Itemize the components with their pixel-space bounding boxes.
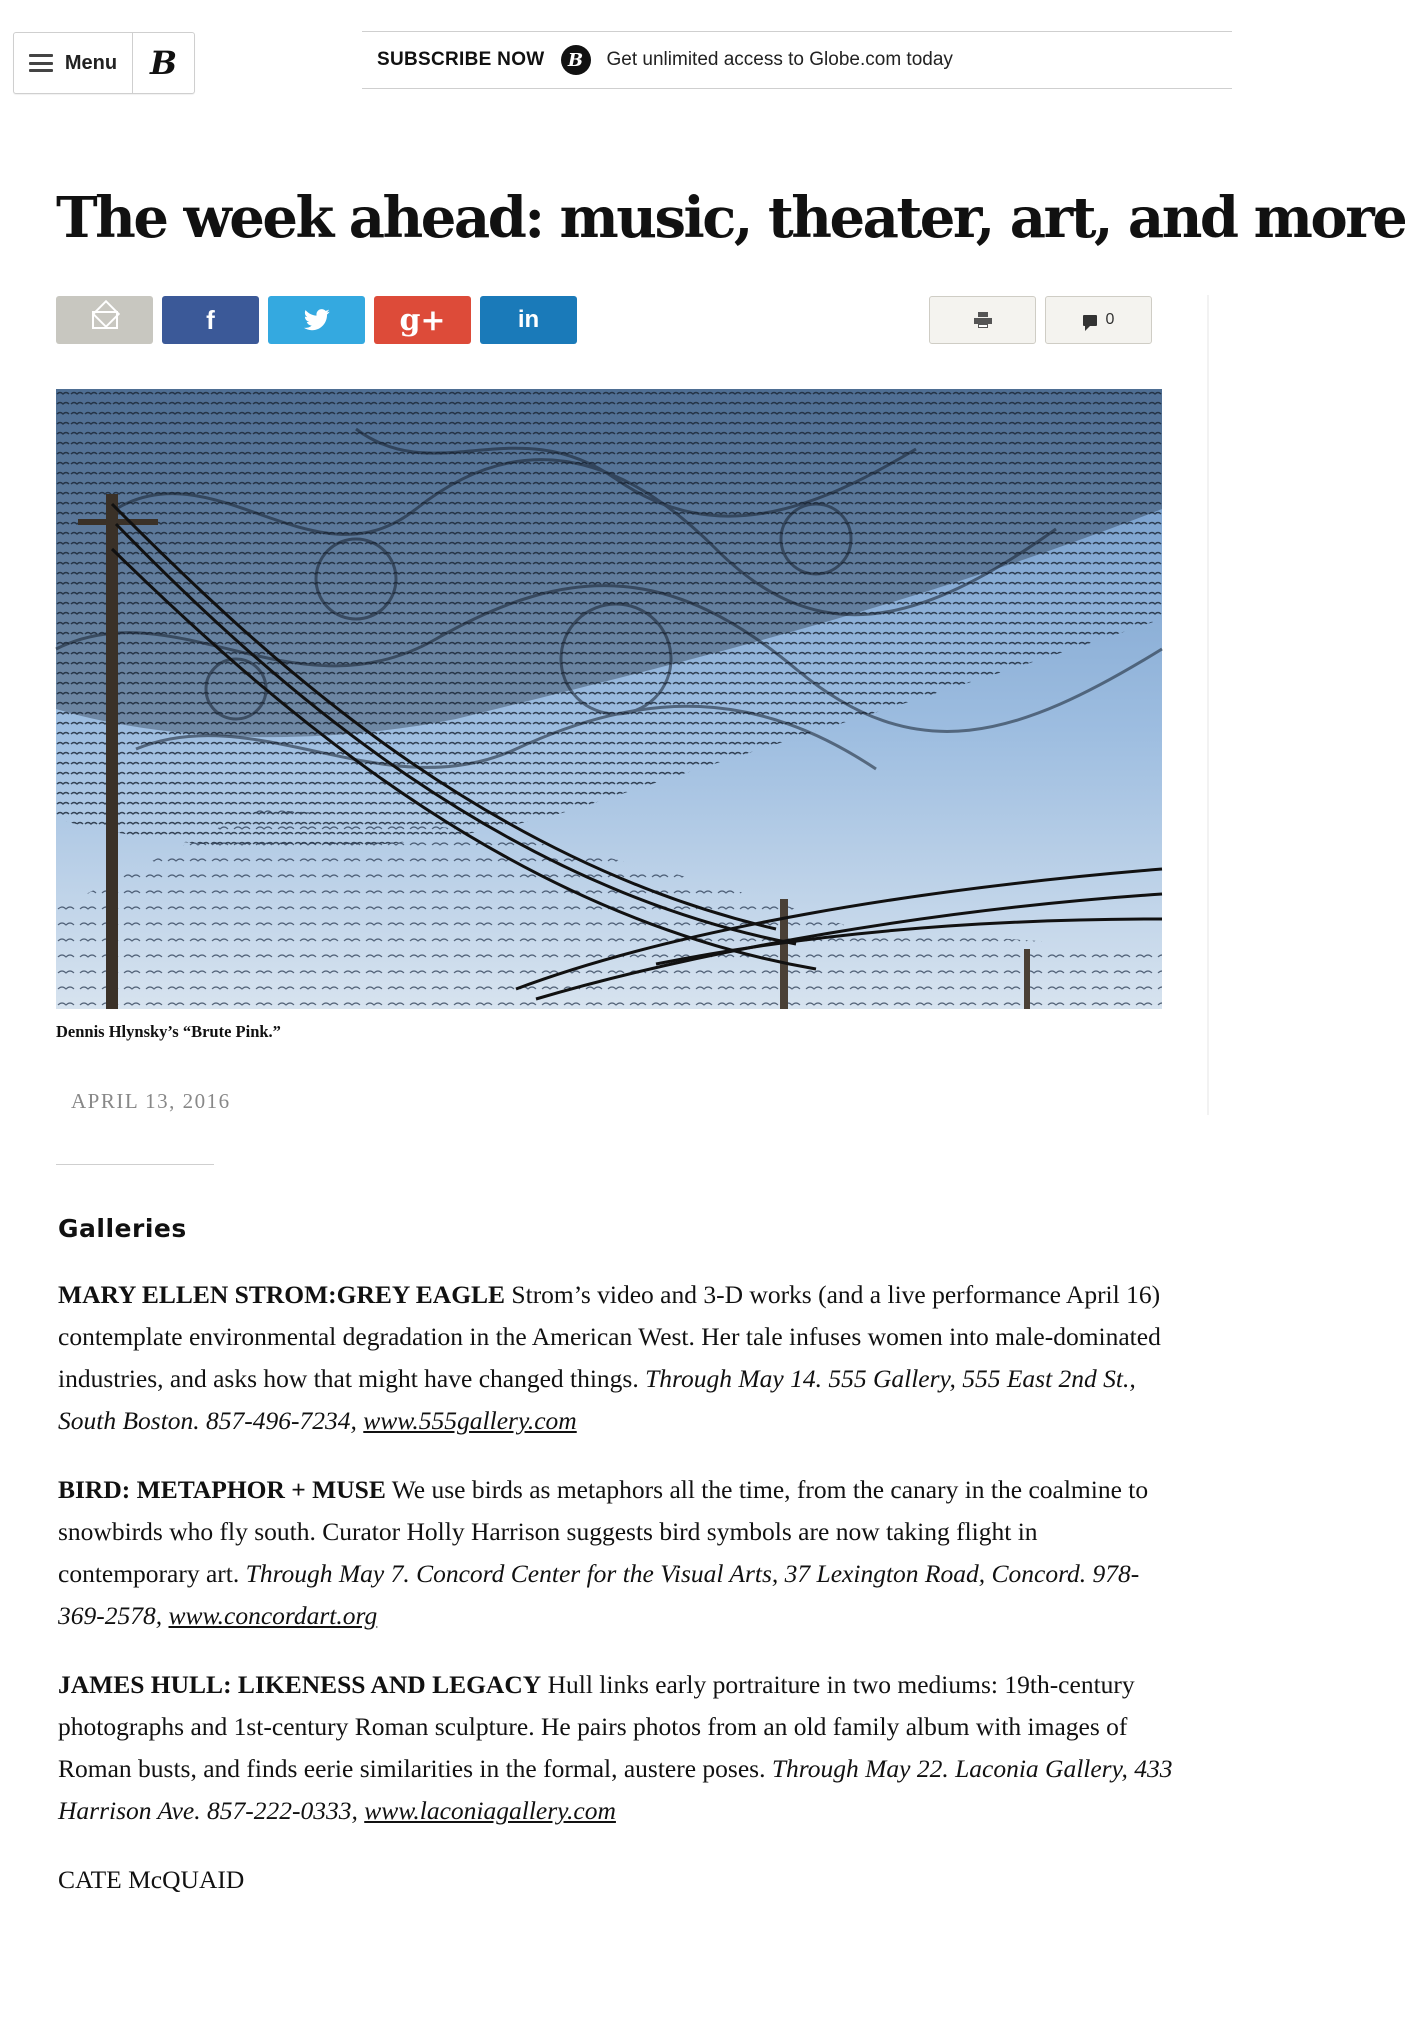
share-linkedin-button[interactable] [480,296,577,344]
menu-button[interactable] [14,33,133,93]
entry-title: MARY ELLEN STROM:GREY EAGLE [58,1280,506,1309]
entry-website-link[interactable]: www.laconiagallery.com [364,1796,616,1825]
gallery-entry [58,1274,1176,1442]
comments-button[interactable] [1045,296,1152,344]
menu-group [13,32,195,94]
author-byline: CATE McQUAID [58,1865,245,1894]
share-email-button[interactable] [56,296,153,344]
print-button[interactable] [929,296,1036,344]
globe-badge-icon: B [561,45,591,75]
linkedin-icon: in [517,306,540,333]
entry-details: Through May 22. Laconia Gallery, 433 Harrison Ave. 857-222-0333, [58,1754,1173,1825]
hamburger-icon [29,54,53,72]
gallery-entry [58,1469,1176,1637]
entry-description: Hull links early portraiture in two mediums: 19th-century photographs and 1st-century Roman sculpture. He pairs photos from an old family album with images of Roman busts, and finds eerie similarities in the formal, austere poses. [58,1670,1135,1783]
entry-description: Strom’s video and 3-D works (and a live performance April 16) contemplate environmental degradation in the American West. Her tale infuses women into male-dominated industries, and asks how that might have changed things. [58,1280,1161,1393]
sidebar-divider [1207,295,1209,1115]
subscribe-offer-link[interactable]: Get unlimited access to Globe.com today [606,49,953,70]
subscribe-now-link[interactable]: SUBSCRIBE NOW [377,49,545,70]
globe-logo-icon: B [149,44,178,82]
entry-website-link[interactable]: www.concordart.org [168,1601,378,1630]
top-bar [0,0,1234,110]
share-facebook-button[interactable] [162,296,259,344]
entry-title: JAMES HULL: LIKENESS AND LEGACY [58,1670,542,1699]
menu-label: Menu [64,51,118,74]
share-twitter-button[interactable] [268,296,365,344]
google-plus-icon: g+ [399,302,446,338]
comment-count: 0 [1105,311,1115,328]
entry-title: BIRD: METAPHOR + MUSE [58,1475,386,1504]
comment-icon [1083,315,1097,326]
article-date: APRIL 13, 2016 [71,1089,231,1113]
print-icon [974,312,992,328]
globe-logo-button[interactable] [133,33,194,93]
article-headline: The week ahead: music, theater, art, and more [56,185,1405,251]
twitter-icon [303,309,331,331]
entry-description: We use birds as metaphors all the time, from the canary in the coalmine to snowbirds who fly south. Curator Holly Harrison suggests bird symbols are now taking flight in contemporary art. [58,1475,1149,1588]
entry-website-link[interactable]: www.555gallery.com [363,1406,577,1435]
share-google-plus-button[interactable] [374,296,471,344]
facebook-icon: f [206,304,215,335]
article-photo[interactable] [56,389,1162,1009]
gallery-entry [58,1664,1176,1832]
entry-details: Through May 14. 555 Gallery, 555 East 2nd St., South Boston. 857-496-7234, [58,1364,1136,1435]
section-divider [56,1164,214,1165]
share-bar [56,296,586,344]
article-body [58,1274,1176,1901]
article-tools [929,296,1152,344]
subscribe-banner [362,31,1232,89]
section-heading: Galleries [58,1214,187,1243]
photo-caption: Dennis Hlynsky’s “Brute Pink.” [56,1022,281,1041]
mail-icon [92,311,118,329]
entry-details: Through May 7. Concord Center for the Visual Arts, 37 Lexington Road, Concord. 978-369-2578, [58,1559,1140,1630]
